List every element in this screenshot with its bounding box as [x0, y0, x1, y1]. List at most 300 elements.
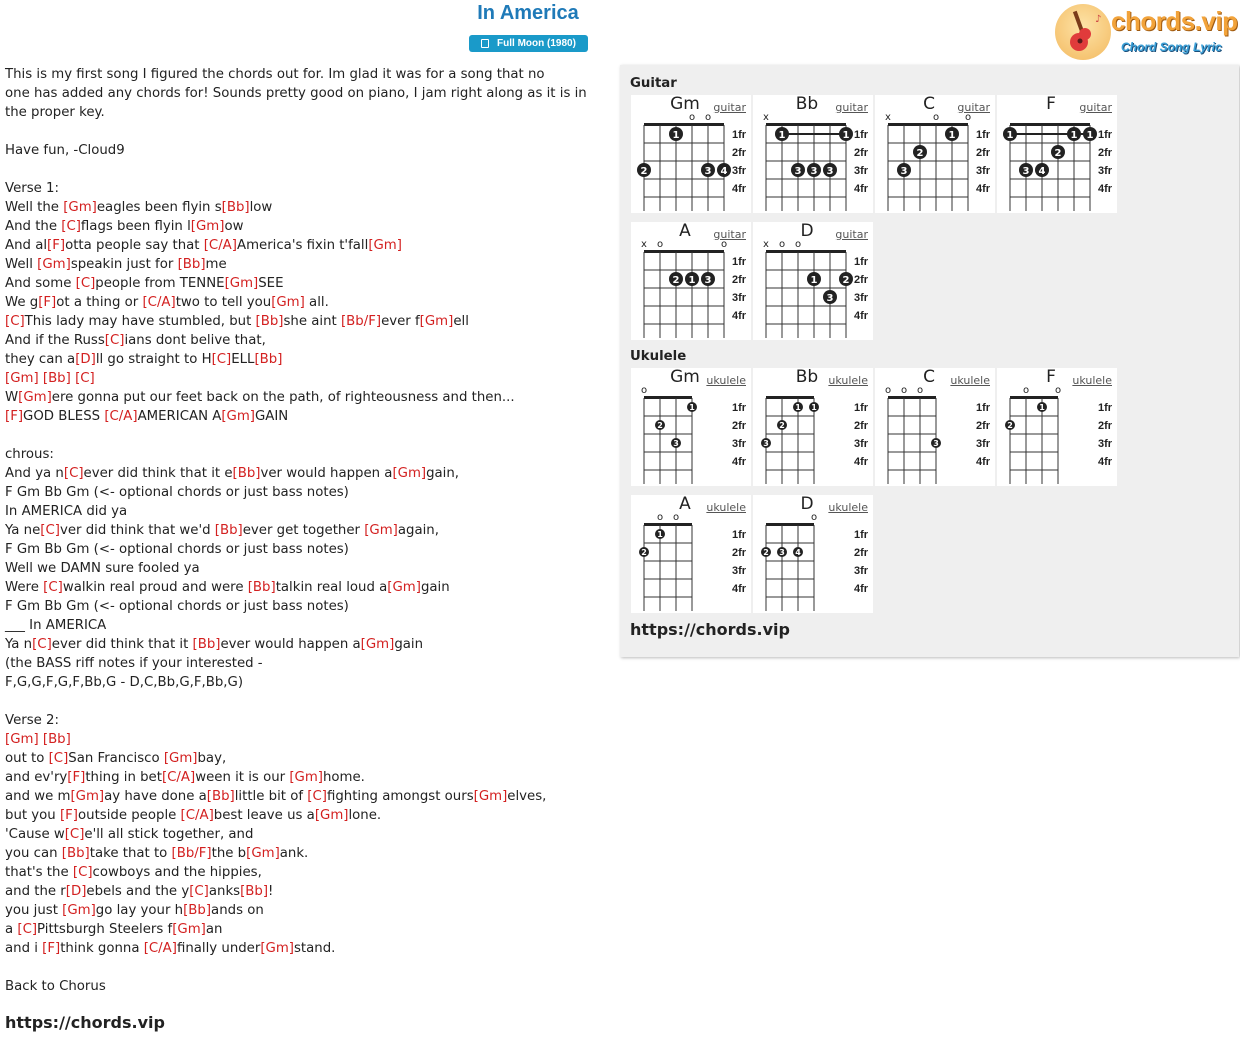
nut — [888, 396, 936, 399]
lyric-text: This is my first song I figured the chords out for. Im glad it was for a song that no — [5, 67, 545, 82]
finger-number: 1 — [842, 130, 850, 141]
lyric-text: talkin real loud a — [275, 580, 388, 595]
lyric-text: and the r — [5, 884, 66, 899]
muted-string-mark: x — [641, 239, 647, 250]
chord-link[interactable]: [Bb] — [42, 371, 71, 386]
instrument-type-link[interactable]: ukulele — [706, 501, 746, 514]
lyric-text: And al — [5, 238, 48, 253]
instrument-type-link[interactable]: guitar — [835, 228, 868, 241]
chord-link[interactable]: [C] — [17, 922, 38, 937]
lyric-line — [5, 521, 605, 540]
fret-label: 1fr — [732, 529, 747, 541]
fret-label: 2fr — [732, 420, 747, 432]
instrument-type-link[interactable]: ukulele — [828, 374, 868, 387]
book-icon — [481, 39, 489, 48]
lyric-text: And ya n — [5, 466, 64, 481]
chord-link[interactable]: [C] — [211, 352, 232, 367]
lyric-text: ll go straight to H — [95, 352, 212, 367]
chord-diagram-guitar-gm[interactable] — [631, 95, 751, 213]
finger-number: 1 — [948, 130, 956, 141]
finger-number: 4 — [795, 548, 801, 557]
fret-label: 2fr — [854, 547, 869, 559]
finger-number: 1 — [1039, 403, 1045, 412]
lyric-text: and ev'ry — [5, 770, 68, 785]
lyric-text: ow — [224, 219, 244, 234]
lyric-text: that's the — [5, 865, 73, 880]
logo-tagline: Chord Song Lyric — [1121, 40, 1222, 54]
chord-link[interactable]: [Bb] — [255, 314, 284, 329]
chord-link[interactable]: [Bb] — [221, 200, 250, 215]
nut — [644, 523, 692, 526]
lyric-line — [5, 84, 605, 103]
chord-link[interactable]: [F] — [47, 238, 66, 253]
fret-label: 1fr — [732, 402, 747, 414]
lyric-line — [5, 825, 605, 844]
chord-link[interactable]: [Gm] — [473, 789, 508, 804]
lyric-text: Pittsburgh Steelers f — [37, 922, 173, 937]
lyric-line — [5, 502, 605, 521]
chord-link[interactable]: [Bb] — [240, 884, 269, 899]
chord-diagram-guitar-d[interactable] — [753, 222, 873, 340]
chord-link[interactable]: [C] — [104, 333, 125, 348]
lyric-text: ! — [268, 884, 274, 899]
chord-link[interactable]: [F] — [5, 409, 24, 424]
lyric-line — [5, 692, 605, 711]
lyric-text: (the BASS riff notes if your interested - — [5, 656, 263, 671]
lyric-line — [5, 407, 605, 426]
lyric-text: ween it is our — [195, 770, 290, 785]
lyric-line — [5, 749, 605, 768]
lyric-line — [5, 350, 605, 369]
chord-link[interactable]: [Gm] — [63, 200, 97, 215]
lyric-text: GOD BLESS — [23, 409, 105, 424]
chord-name: A — [679, 221, 691, 241]
chord-link[interactable]: [C/A] — [142, 295, 176, 310]
fret-label: 2fr — [854, 147, 869, 159]
finger-number: 2 — [1054, 148, 1062, 159]
chord-diagram-guitar-bb[interactable] — [753, 95, 873, 213]
lyric-text: gain — [394, 637, 424, 652]
lyric-text: speakin just for — [70, 257, 178, 272]
lyric-line — [5, 103, 605, 122]
chord-link[interactable]: [Gm] — [221, 409, 255, 424]
chord-link[interactable]: [C] — [32, 637, 52, 652]
chord-link[interactable]: [C/A] — [104, 409, 138, 424]
finger-number: 2 — [779, 421, 785, 430]
finger-number: 3 — [763, 439, 769, 448]
fret-label: 1fr — [976, 402, 991, 414]
chord-diagram-ukulele-f[interactable] — [997, 368, 1117, 486]
instrument-type-link[interactable]: ukulele — [950, 374, 990, 387]
fret-label: 1fr — [732, 129, 747, 141]
lyric-text: out to — [5, 751, 49, 766]
finger-number: 1 — [1070, 130, 1078, 141]
lyric-text: Well — [5, 257, 38, 272]
lyric-text: ands on — [211, 903, 264, 918]
lyric-text: SEE — [258, 276, 284, 291]
chord-link[interactable]: [Gm] — [163, 751, 198, 766]
fret-label: 1fr — [854, 402, 869, 414]
lyric-line — [5, 236, 605, 255]
chord-link[interactable]: [C/A] — [161, 770, 196, 785]
chord-link[interactable]: [Gm] — [387, 580, 421, 595]
chord-link[interactable]: [C] — [72, 865, 93, 880]
chord-link[interactable]: [Gm] — [364, 523, 398, 538]
chord-link[interactable]: [C] — [75, 371, 95, 386]
chord-link[interactable]: [C] — [43, 580, 63, 595]
lyric-text: In AMERICA did ya — [5, 504, 128, 519]
fret-label: 2fr — [732, 274, 747, 286]
instrument-type-link[interactable]: ukulele — [1072, 374, 1112, 387]
instrument-type-link[interactable]: guitar — [1079, 101, 1112, 114]
chord-link[interactable]: [Gm] — [246, 846, 280, 861]
chord-link[interactable]: [Gm] — [360, 637, 395, 652]
guitar-heading: Guitar — [630, 76, 677, 91]
chord-link[interactable]: [Gm] — [419, 314, 454, 329]
chord-link[interactable]: [Bb/F] — [340, 314, 382, 329]
chord-link[interactable]: [Bb] — [192, 637, 221, 652]
lyric-text: ank. — [279, 846, 309, 861]
lyric-text: finally under — [176, 941, 261, 956]
lyric-line — [5, 369, 605, 388]
finger-number: 1 — [688, 275, 696, 286]
lyric-text: Ya n — [5, 637, 33, 652]
fret-label: 4fr — [854, 583, 869, 595]
finger-number: 1 — [689, 403, 695, 412]
nut — [766, 123, 846, 126]
chord-link[interactable]: [C] — [48, 751, 69, 766]
chord-link[interactable]: [F] — [38, 295, 57, 310]
chord-link[interactable]: [C/A] — [143, 941, 177, 956]
svg-text:♪: ♪ — [1095, 14, 1102, 25]
finger-number: 4 — [1038, 166, 1046, 177]
site-logo[interactable] — [1055, 4, 1238, 62]
chord-link[interactable]: [C] — [5, 314, 25, 329]
chord-link[interactable]: [Bb] — [232, 466, 261, 481]
chord-name: C — [923, 94, 935, 114]
fret-label: 3fr — [732, 438, 747, 450]
lyric-line — [5, 255, 605, 274]
instrument-type-link[interactable]: guitar — [713, 228, 746, 241]
open-string-mark: o — [640, 385, 648, 396]
chord-diagram-ukulele-gm[interactable] — [631, 368, 751, 486]
chord-link[interactable]: [Gm] — [368, 238, 402, 253]
chord-link[interactable]: [C/A] — [180, 808, 214, 823]
chord-link[interactable]: [D] — [75, 352, 96, 367]
chord-link[interactable]: [Gm] — [172, 922, 206, 937]
album-label: Full Moon (1980) — [497, 38, 576, 49]
chord-link[interactable]: [Bb] — [61, 846, 90, 861]
chord-link[interactable]: [Gm] — [392, 466, 427, 481]
lyric-line — [5, 160, 605, 179]
lyric-text: And the — [5, 219, 62, 234]
lyric-line — [5, 654, 605, 673]
chord-link[interactable]: [Gm] — [37, 257, 71, 272]
fret-label: 3fr — [976, 165, 991, 177]
fret-label: 1fr — [854, 529, 869, 541]
fret-label: 1fr — [976, 129, 991, 141]
chord-name: F — [1046, 94, 1056, 114]
fret-label: 4fr — [854, 456, 869, 468]
chord-link[interactable]: [Bb] — [206, 789, 235, 804]
lyric-line — [5, 597, 605, 616]
open-string-mark: o — [1022, 385, 1030, 396]
lyric-line — [5, 901, 605, 920]
chord-link[interactable]: [D] — [65, 884, 87, 899]
chord-name: D — [800, 494, 814, 514]
open-string-mark: o — [656, 239, 664, 250]
lyric-text: ever would happen a — [220, 637, 361, 652]
chord-link[interactable]: [C] — [75, 276, 96, 291]
muted-string-mark: x — [763, 112, 769, 123]
chord-diagram-ukulele-bb[interactable] — [753, 368, 873, 486]
lyric-text: ever get together — [242, 523, 365, 538]
finger-number: 1 — [795, 403, 801, 412]
lyric-text: America's fixin t'fall — [236, 238, 369, 253]
fret-label: 3fr — [854, 438, 869, 450]
lyric-text: GAIN — [254, 409, 289, 424]
finger-number: 4 — [720, 166, 728, 177]
instrument-type-link[interactable]: guitar — [957, 101, 990, 114]
lyric-text: We g — [5, 295, 39, 310]
lyric-text: Ya ne — [5, 523, 41, 538]
finger-number: 2 — [640, 166, 648, 177]
fret-label: 4fr — [732, 183, 747, 195]
lyric-text: Have fun, -Cloud9 — [5, 143, 125, 158]
nut — [644, 250, 724, 253]
lyric-text: W — [5, 390, 19, 405]
lyric-line — [5, 939, 605, 958]
lyric-line — [5, 331, 605, 350]
lyric-text: ver did think that we'd — [59, 523, 215, 538]
chord-link[interactable]: [C] — [61, 219, 81, 234]
chord-link[interactable]: [Gm] — [314, 808, 349, 823]
album-badge[interactable] — [469, 35, 588, 52]
fret-label: 4fr — [854, 183, 869, 195]
lyric-text: Were — [5, 580, 44, 595]
chord-link[interactable]: [Bb] — [247, 580, 276, 595]
nut — [644, 396, 692, 399]
chord-link[interactable]: [Bb] — [214, 523, 243, 538]
open-string-mark: o — [900, 385, 908, 396]
nut — [888, 123, 968, 126]
chord-link[interactable]: [Bb] — [177, 257, 206, 272]
footer-url[interactable]: https://chords.vip — [5, 1013, 165, 1032]
chord-link[interactable]: [C] — [64, 827, 85, 842]
fret-label: 4fr — [732, 583, 747, 595]
chord-link[interactable]: [Bb/F] — [171, 846, 212, 861]
lyric-text: outside people — [78, 808, 181, 823]
nut — [766, 396, 814, 399]
chord-name: C — [923, 367, 935, 387]
lyric-text: an — [205, 922, 223, 937]
fret-label: 3fr — [976, 438, 991, 450]
chord-link[interactable]: [Gm] — [289, 770, 323, 785]
fret-label: 2fr — [976, 147, 991, 159]
lyric-text: all. — [304, 295, 329, 310]
logo-brand: chords.vip — [1111, 6, 1238, 36]
lyric-line — [5, 312, 605, 331]
lyric-line — [5, 806, 605, 825]
fret-label: 3fr — [732, 565, 747, 577]
chord-link[interactable]: [Bb] — [183, 903, 212, 918]
lyric-line — [5, 882, 605, 901]
lyric-line — [5, 559, 605, 578]
chord-diagram-guitar-a[interactable] — [631, 222, 751, 340]
chord-link[interactable]: [F] — [67, 770, 86, 785]
lyric-text: lone. — [348, 808, 382, 823]
lyric-text: ever did think that it — [51, 637, 193, 652]
lyric-text: they can a — [5, 352, 76, 367]
lyric-text: go lay your h — [95, 903, 184, 918]
chord-link[interactable]: [F] — [59, 808, 78, 823]
chord-diagram-ukulele-c[interactable] — [875, 368, 995, 486]
chord-link[interactable]: [C/A] — [203, 238, 237, 253]
lyric-text: ere gonna put our feet back on the path, of righteousness and then... — [51, 390, 515, 405]
lyric-text: gain, — [426, 466, 460, 481]
chord-link[interactable]: [C] — [189, 884, 209, 899]
chord-link[interactable]: [Gm] — [70, 789, 105, 804]
chord-link[interactable]: [C] — [307, 789, 327, 804]
lyric-line — [5, 920, 605, 939]
lyric-line — [5, 540, 605, 559]
fret-label: 3fr — [854, 292, 869, 304]
lyric-line — [5, 711, 605, 730]
lyric-text: again, — [397, 523, 439, 538]
finger-number: 1 — [657, 530, 663, 539]
lyric-text: ebels and the y — [86, 884, 190, 899]
finger-number: 3 — [704, 166, 712, 177]
finger-number: 2 — [842, 275, 850, 286]
nut — [644, 123, 724, 126]
fret-label: 3fr — [1098, 165, 1113, 177]
lyric-line — [5, 673, 605, 692]
lyric-line — [5, 141, 605, 160]
finger-number: 2 — [672, 275, 680, 286]
lyric-text: flags been flyin l — [80, 219, 191, 234]
finger-number: 3 — [704, 275, 712, 286]
chord-link[interactable]: [Gm] — [5, 371, 39, 386]
fret-label: 2fr — [1098, 147, 1113, 159]
open-string-mark: o — [778, 239, 786, 250]
lyric-text: gain — [420, 580, 450, 595]
open-string-mark: o — [810, 512, 818, 523]
finger-number: 3 — [1022, 166, 1030, 177]
fret-label: 4fr — [1098, 183, 1113, 195]
chord-link[interactable]: [Gm] — [18, 390, 52, 405]
nut — [1010, 396, 1058, 399]
instrument-type-link[interactable]: guitar — [713, 101, 746, 114]
fret-label: 2fr — [1098, 420, 1113, 432]
lyric-text: ___ In AMERICA — [5, 618, 107, 633]
lyric-text: but you — [5, 808, 60, 823]
chord-link[interactable]: [Bb] — [42, 732, 71, 747]
lyric-line — [5, 483, 605, 502]
chord-name: F — [1046, 367, 1056, 387]
lyric-text: Verse 1: — [5, 181, 59, 196]
ukulele-heading: Ukulele — [630, 349, 687, 364]
open-string-mark: o — [916, 385, 924, 396]
lyric-text: she aint — [283, 314, 341, 329]
chord-link[interactable]: [Bb] — [254, 352, 283, 367]
chord-diagram-guitar-f[interactable] — [997, 95, 1117, 213]
fret-label: 1fr — [1098, 402, 1113, 414]
finger-number: 1 — [672, 130, 680, 141]
fret-label: 1fr — [854, 256, 869, 268]
lyric-text: cowboys and the hippies, — [92, 865, 262, 880]
chord-link[interactable]: [Gm] — [62, 903, 96, 918]
instrument-type-link[interactable]: guitar — [835, 101, 868, 114]
lyric-text: anks — [208, 884, 241, 899]
finger-number: 1 — [778, 130, 786, 141]
muted-string-mark: x — [763, 239, 769, 250]
chord-diagram-ukulele-d[interactable] — [753, 495, 873, 613]
lyric-line — [5, 445, 605, 464]
chord-name: Bb — [795, 94, 819, 114]
lyric-line — [5, 768, 605, 787]
chord-name: Bb — [795, 367, 819, 387]
instrument-type-link[interactable]: ukulele — [828, 501, 868, 514]
lyric-text: Well the — [5, 200, 64, 215]
chord-link[interactable]: [Gm] — [224, 276, 259, 291]
lyric-text: elves, — [507, 789, 547, 804]
lyric-text: you can — [5, 846, 62, 861]
chord-link[interactable]: [Gm] — [260, 941, 294, 956]
lyric-text: take that to — [89, 846, 172, 861]
chord-diagram-ukulele-a[interactable] — [631, 495, 751, 613]
lyric-text: ever did think that it e — [83, 466, 233, 481]
lyric-text: best leave us a — [213, 808, 315, 823]
lyric-text: ELL — [231, 352, 255, 367]
lyric-text: And some — [5, 276, 76, 291]
chord-link[interactable]: [Gm] — [271, 295, 305, 310]
lyric-text: And if the Russ — [5, 333, 105, 348]
fret-label: 3fr — [1098, 438, 1113, 450]
lyric-text: ay have done a — [104, 789, 207, 804]
chord-link[interactable]: [C] — [63, 466, 84, 481]
chord-link[interactable]: [C] — [40, 523, 60, 538]
lyric-line — [5, 65, 605, 84]
instrument-type-link[interactable]: ukulele — [706, 374, 746, 387]
open-string-mark: o — [964, 112, 972, 123]
nut — [766, 523, 814, 526]
lyric-text: This lady may have stumbled, but — [24, 314, 256, 329]
lyric-text: F,G,G,F,G,F,Bb,G - D,C,Bb,G,F,Bb,G) — [5, 675, 244, 690]
finger-number: 3 — [826, 293, 834, 304]
fret-label: 2fr — [854, 420, 869, 432]
fret-label: 2fr — [732, 547, 747, 559]
lyric-text: two to tell you — [175, 295, 272, 310]
lyric-line — [5, 635, 605, 654]
panel-url[interactable]: https://chords.vip — [630, 620, 790, 639]
chord-diagram-guitar-c[interactable] — [875, 95, 995, 213]
lyrics-body — [5, 65, 605, 996]
lyric-text: ot a thing or — [56, 295, 143, 310]
chord-link[interactable]: [Gm] — [5, 732, 39, 747]
open-string-mark: o — [1054, 385, 1062, 396]
chord-link[interactable]: [F] — [42, 941, 61, 956]
open-string-mark: o — [932, 112, 940, 123]
finger-number: 2 — [641, 548, 647, 557]
lyric-text: e'll all stick together, and — [84, 827, 254, 842]
lyric-text: and i — [5, 941, 43, 956]
lyric-text: me — [205, 257, 227, 272]
lyric-text: the proper key. — [5, 105, 105, 120]
lyric-line — [5, 844, 605, 863]
lyric-line — [5, 730, 605, 749]
lyric-line — [5, 977, 605, 996]
chord-link[interactable]: [Gm] — [190, 219, 225, 234]
